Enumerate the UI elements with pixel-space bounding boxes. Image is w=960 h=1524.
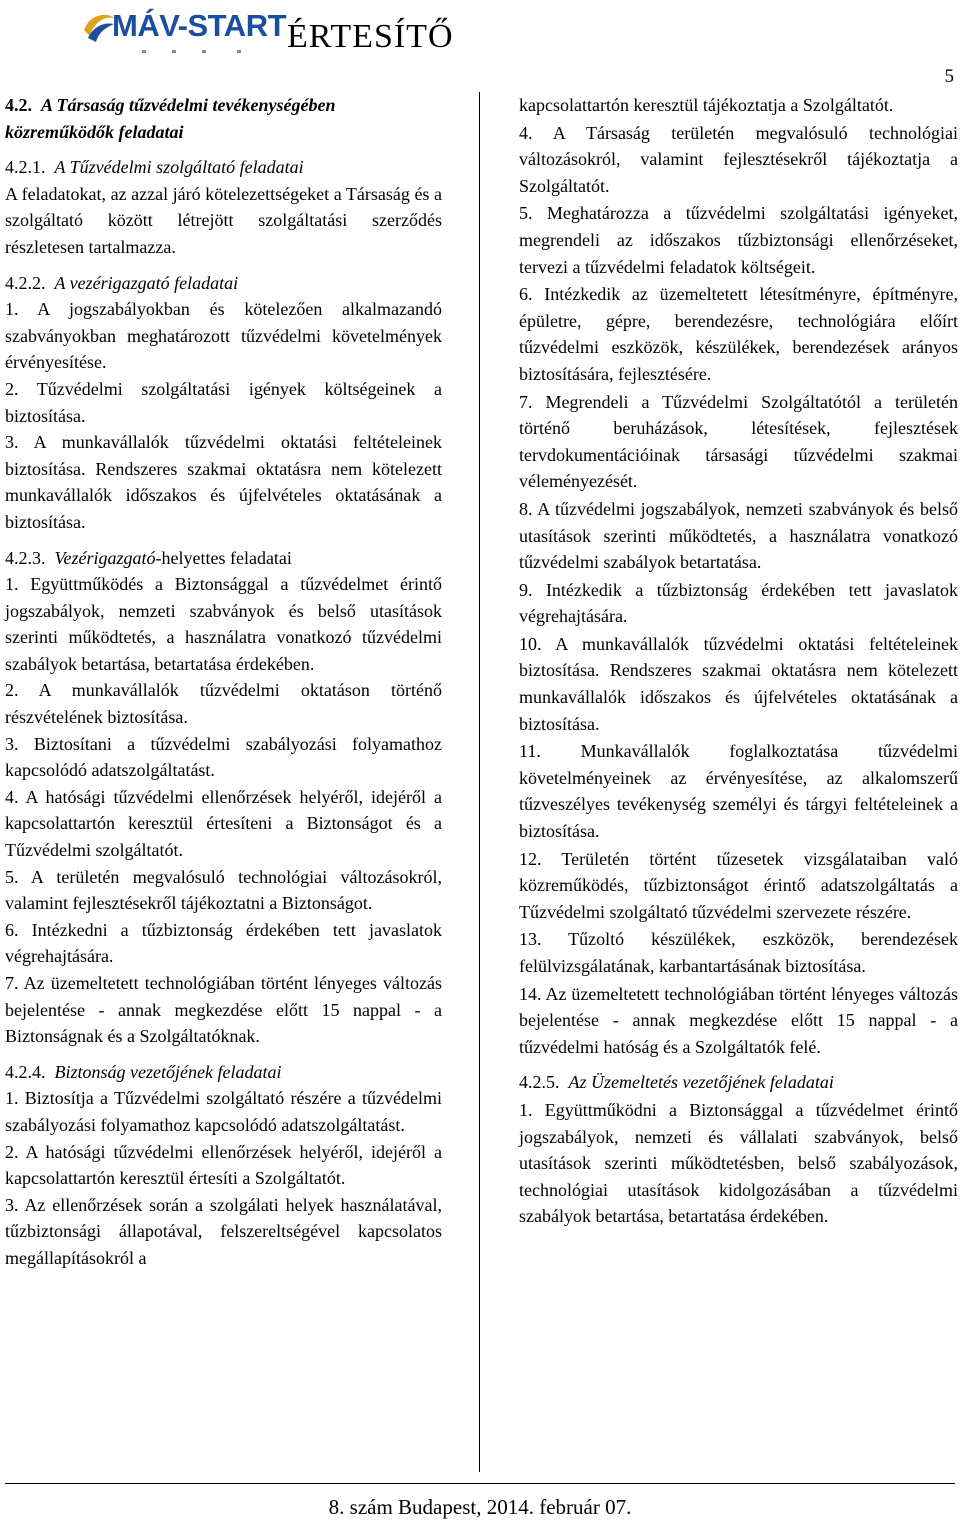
column-divider [479, 92, 480, 1472]
page-number: 5 [944, 66, 954, 87]
section-heading [5, 154, 442, 181]
paragraph: 5. A területén megvalósuló technológiai változásokról, valamint fejlesztésekről tájékoztatni a Biztonságot. [5, 866, 442, 914]
paragraph: 12. Területén történt tűzesetek vizsgálataiban való közreműködés, tűzbiztonságot érintő adatszolgáltatás a Tűzvédelmi szolgáltató tűzvédelmi szervezete részére. [519, 848, 958, 922]
paragraph: 8. A tűzvédelmi jogszabályok, nemzeti szabványok és belső utasítások szerinti működtetés, a használatra vonatkozó tűzvédelmi szabályok betartatása. [519, 498, 958, 573]
paragraph: A feladatokat, az azzal járó kötelezettségeket a Társaság és a szolgáltató között létrejött szolgáltatási szerződés részletesen tartalmazza. [5, 183, 442, 257]
paragraph: 4. A Társaság területén megvalósuló technológiai változásokról, valamint fejlesztésekről tájékoztatja a Szolgáltatót. [519, 122, 958, 196]
paragraph: 2. Tűzvédelmi szolgáltatási igények költségeinek a biztosítása. [5, 378, 442, 426]
section-number: 4.2.4. [5, 1061, 46, 1082]
section-heading [519, 1069, 958, 1096]
paragraph: 1. Együttműködés a Biztonsággal a tűzvédelmet érintő jogszabályok, nemzeti szabványok és belső utasítások szerinti működtetés, a használatra vonatkozó tűzvédelmi szabályok betartása, betartatása érdekében. [5, 574, 442, 674]
paragraph: 1. Biztosítja a Tűzvédelmi szolgáltató részére a tűzvédelmi szabályozási folyamathoz kapcsolódó adatszolgáltatást. [5, 1088, 442, 1135]
page-footer: 8. szám Budapest, 2014. február 07. [328, 1495, 632, 1519]
mav-logo-icon [82, 10, 116, 44]
section-title: Az Üzemeltetés vezetőjének feladatai [568, 1072, 834, 1093]
section-number: 4.2. [5, 95, 32, 115]
section-title: Vezérigazgató [54, 547, 156, 568]
section-title: A vezérigazgató feladatai [54, 272, 239, 293]
paragraph: 2. A munkavállalók tűzvédelmi oktatáson történő részvételének biztosítása. [5, 680, 442, 728]
section-number: 4.2.5. [519, 1072, 560, 1093]
section-heading [5, 92, 442, 145]
paragraph: 1. Együttműködni a Biztonsággal a tűzvédelmet érintő jogszabályok, nemzeti és vállalati szabványok, belső utasítások szerinti működtetésben, belső szabályozások, technológiai utasítások kidolgozásában a tűzvédelmi szabályok betartása, betartatása érdekében. [519, 1099, 958, 1227]
paragraph: 10. A munkavállalók tűzvédelmi oktatási feltételeinek biztosítása. Rendszeres szakmai oktatásra nem kötelezett munkavállalók időszakos és újfelvételes oktatásának a biztosítása. [519, 633, 958, 734]
left-column [5, 92, 442, 1272]
paragraph: 3. Biztosítani a tűzvédelmi szabályozási folyamathoz kapcsolódó adatszolgáltatást. [5, 733, 442, 781]
paragraph: 11. Munkavállalók foglalkoztatása tűzvédelmi követelményeinek az érvényesítése, az alkalomszerű tűzveszélyes tevékenység személyi és tárgyi feltételeinek a biztosítása. [519, 741, 958, 842]
paragraph: 7. Az üzemeltetett technológiában történt lényeges változás bejelentése - annak megkezdése előtt 15 nappal - a Biztonságnak és a Szolgáltatóknak. [5, 973, 442, 1047]
footer-rule [5, 1483, 955, 1484]
paragraph: 5. Meghatározza a tűzvédelmi szolgáltatási igényeket, megrendeli az időszakos tűzbiztonsági ellenőrzéseket, tervezi a tűzvédelmi feladatok költségeit. [519, 203, 958, 277]
section-number: 4.2.3. [5, 547, 46, 568]
paragraph: 14. Az üzemeltetett technológiában történt lényeges változás bejelentése - annak megkezdése előtt 15 nappal - a tűzvédelmi hatóság és a Szolgáltatók felé. [519, 983, 958, 1057]
section-number: 4.2.1. [5, 157, 46, 178]
newsletter-title: ÉRTESÍTŐ [287, 18, 454, 55]
logo-dots [142, 48, 262, 54]
paragraph: 6. Intézkedik az üzemeltetett létesítményre, építményre, épületre, gépre, berendezésre, technológiára előírt tűzvédelmi eszközök, készülékek, berendezések arányos biztosítására, fejlesztésére. [519, 284, 958, 384]
section-title-rest: -helyettes feladatai [155, 547, 292, 568]
paragraph: 3. A munkavállalók tűzvédelmi oktatási feltételeinek biztosítása. Rendszeres szakmai oktatásra nem kötelezett munkavállalók időszakos és újfelvételes oktatásának a biztosítása. [5, 432, 442, 532]
paragraph: 3. Az ellenőrzések során a szolgálati helyek használatával, tűzbiztonsági állapotával, felszereltségével kapcsolatos megállapításokról a [5, 1194, 442, 1268]
section-title: Biztonság vezetőjének feladatai [54, 1061, 282, 1082]
paragraph: 13. Tűzoltó készülékek, eszközök, berendezések felülvizsgálatának, karbantartásának biztosítása. [519, 929, 958, 976]
paragraph: 4. A hatósági tűzvédelmi ellenőrzések helyéről, idejéről a kapcsolattartón keresztül értesíteni a Biztonságot és a Tűzvédelmi szolgáltatót. [5, 786, 442, 861]
paragraph: 9. Intézkedik a tűzbiztonság érdekében tett javaslatok végrehajtására. [519, 579, 958, 627]
paragraph: 1. A jogszabályokban és kötelezően alkalmazandó szabványokban meghatározott tűzvédelmi követelmények érvényesítése. [5, 299, 442, 373]
section-heading [5, 270, 442, 297]
section-heading [5, 545, 442, 572]
mav-start-logo [82, 6, 287, 54]
section-heading [5, 1059, 442, 1086]
right-column [519, 92, 958, 1230]
section-title: A Tűzvédelmi szolgáltató feladatai [54, 157, 304, 178]
section-number: 4.2.2. [5, 272, 46, 293]
logo-text: MÁV-START [112, 8, 287, 43]
section-title: A Társaság tűzvédelmi tevékenységében közreműködők feladatai [5, 95, 336, 142]
paragraph: kapcsolattartón keresztül tájékoztatja a Szolgáltatót. [519, 95, 894, 115]
paragraph: 7. Megrendeli a Tűzvédelmi Szolgáltatótól a területén történő beruházások, létesítések, fejlesztések tervdokumentációinak társasági tűzvédelmi szakmai véleményezését. [519, 391, 958, 492]
page-header [0, 0, 960, 87]
paragraph: 6. Intézkedni a tűzbiztonság érdekében tett javaslatok végrehajtására. [5, 919, 442, 967]
paragraph: 2. A hatósági tűzvédelmi ellenőrzések helyéről, idejéről a kapcsolattartón keresztül értesíti a Szolgáltatót. [5, 1141, 442, 1189]
